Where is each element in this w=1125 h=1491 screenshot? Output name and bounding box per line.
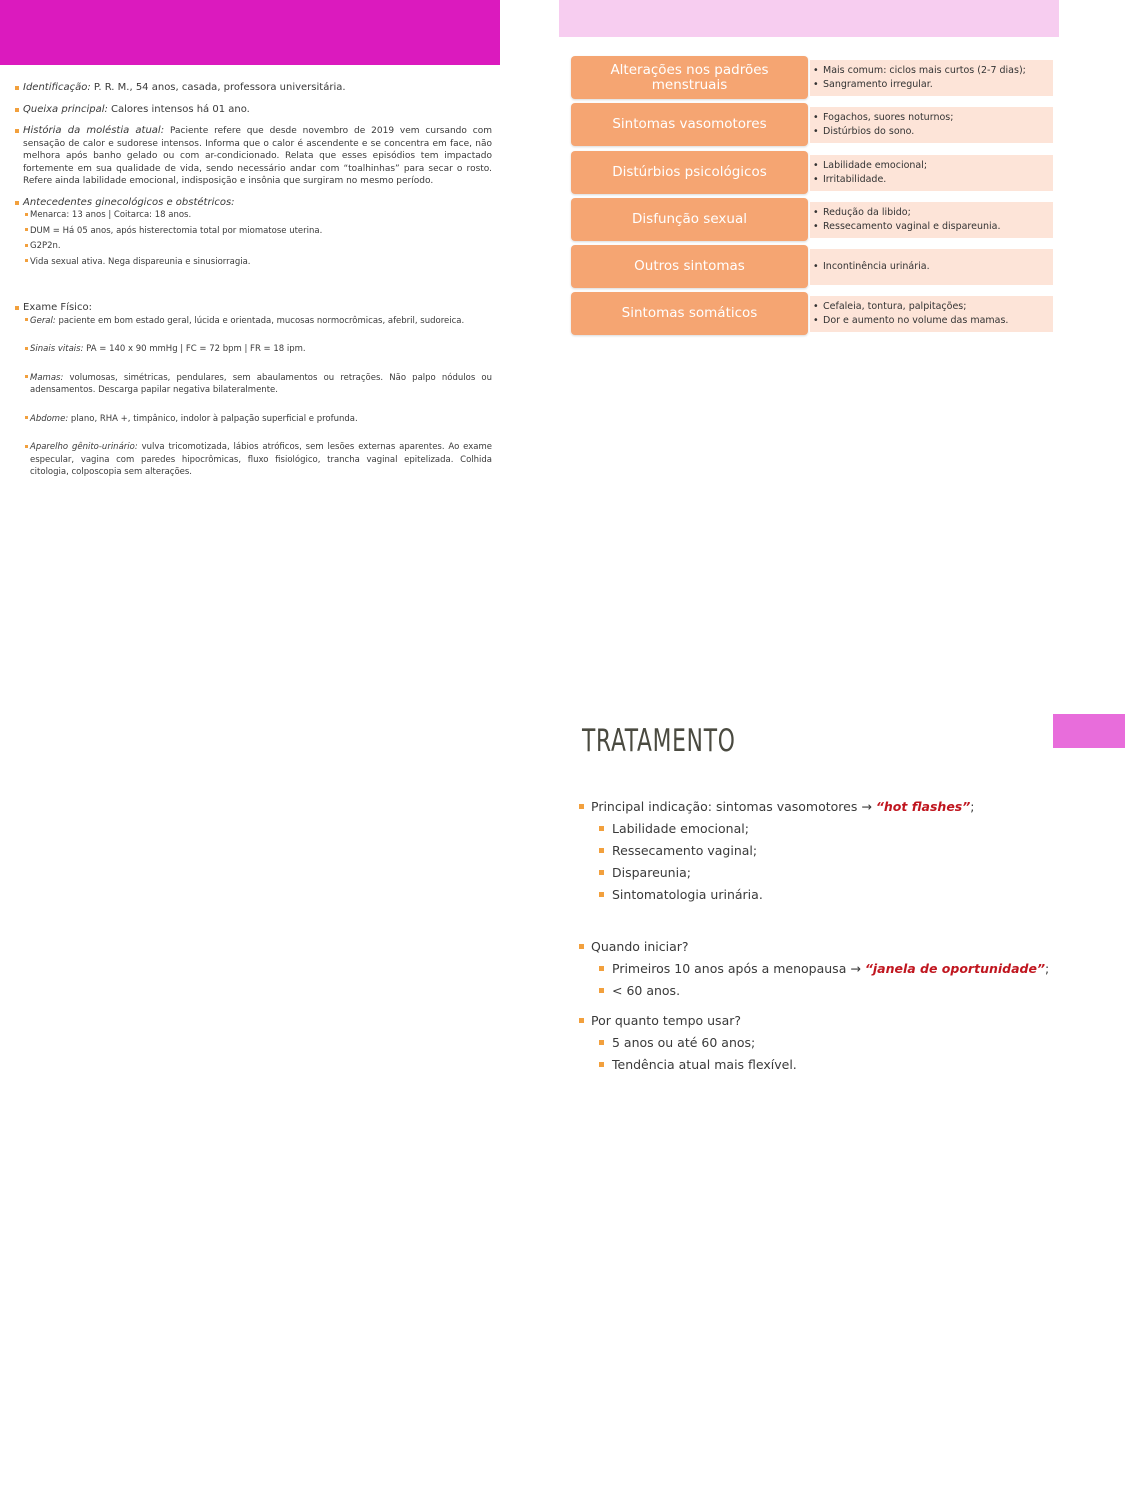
exame-abdome: Abdome: plano, RHA +, timpânico, indolor à palpação superficial e profunda. — [24, 413, 492, 426]
symptom-row — [571, 292, 1053, 335]
symptom-detail: • Cefaleia, tontura, palpitações; • Dor e aumento no volume das mamas. — [810, 296, 1053, 332]
symptoms-table — [571, 56, 1053, 340]
treatment-quando: Quando iniciar? — [578, 936, 1058, 958]
symptom-detail: • Labilidade emocional; • Irritabilidade. — [810, 155, 1053, 191]
exame-geral: Geral: paciente em bom estado geral, lúcida e orientada, mucosas normocrômicas, afebril, sudoreica. — [24, 315, 492, 328]
symptom-label: Sintomas somáticos — [571, 292, 808, 335]
treatment-subitem: Ressecamento vaginal; — [578, 840, 1058, 862]
arrow-icon: → — [861, 799, 872, 814]
case-header-bar — [0, 0, 500, 65]
exame-mamas: Mamas: volumosas, simétricas, pendulares, sem abaulamentos ou retrações. Não palpo nódulos ou adensamentos. Descarga papilar negativa bilateralmente. — [24, 372, 492, 397]
symptom-row — [571, 245, 1053, 288]
queixa-item: Queixa principal: Calores intensos há 01 ano. — [14, 104, 492, 117]
antecedentes-subitem: G2P2n. — [24, 240, 492, 253]
symptom-row — [571, 151, 1053, 194]
antecedentes-subitem: Menarca: 13 anos | Coitarca: 18 anos. — [24, 209, 492, 222]
treatment-subitem: 5 anos ou até 60 anos; — [578, 1032, 1058, 1054]
symptom-label: Distúrbios psicológicos — [571, 151, 808, 194]
treatment-subitem: < 60 anos. — [578, 980, 1058, 1002]
exame-sinais-vitais: Sinais vitais: PA = 140 x 90 mmHg | FC = 72 bpm | FR = 18 ipm. — [24, 343, 492, 356]
symptom-detail: • Mais comum: ciclos mais curtos (2-7 dias); • Sangramento irregular. — [810, 60, 1053, 96]
symptom-row — [571, 198, 1053, 241]
antecedentes-item: Antecedentes ginecológicos e obstétricos: — [14, 197, 492, 210]
treatment-subitem: Labilidade emocional; — [578, 818, 1058, 840]
arrow-icon: → — [850, 961, 861, 976]
treatment-title: TRATAMENTO — [582, 723, 736, 759]
antecedentes-subitem: DUM = Há 05 anos, após histerectomia total por miomatose uterina. — [24, 225, 492, 238]
historia-item: História da moléstia atual: Paciente refere que desde novembro de 2019 vem cursando com sensação de calor e sudorese intensos. Informa que o calor é ascendente e se concentra em face, não melhora após banho gelado ou com ar-condicionado. Relata que esses episódios tem impactado fortemente em sua qualidade de vida, sendo necessário andar com “toalhinhas” para secar o rosto. Refere ainda labilidade emocional, indisposição e insônia que surgiram no mesmo período. — [14, 125, 492, 188]
symptom-label: Sintomas vasomotores — [571, 103, 808, 146]
symptom-row — [571, 56, 1053, 99]
treatment-subitem: Primeiros 10 anos após a menopausa → “janela de oportunidade”; — [578, 958, 1058, 980]
symptoms-header-bar — [559, 0, 1059, 37]
symptom-detail: • Fogachos, suores noturnos; • Distúrbios do sono. — [810, 107, 1053, 143]
exame-fisico-item: Exame Físico: — [14, 302, 492, 315]
symptom-detail: • Incontinência urinária. — [810, 249, 1053, 285]
treatment-list — [578, 796, 1058, 1076]
clinical-case — [14, 82, 492, 479]
treatment-accent-bar — [1053, 714, 1125, 748]
symptom-row — [571, 103, 1053, 146]
symptom-label: Outros sintomas — [571, 245, 808, 288]
symptom-label: Alterações nos padrões menstruais — [571, 56, 808, 99]
symptom-detail: • Redução da libido; • Ressecamento vaginal e dispareunia. — [810, 202, 1053, 238]
treatment-tempo: Por quanto tempo usar? — [578, 1010, 1058, 1032]
treatment-indicacao: Principal indicação: sintomas vasomotores → “hot flashes”; — [578, 796, 1058, 818]
symptom-label: Disfunção sexual — [571, 198, 808, 241]
identificacao-item: Identificação: P. R. M., 54 anos, casada, professora universitária. — [14, 82, 492, 95]
antecedentes-subitem: Vida sexual ativa. Nega dispareunia e sinusiorragia. — [24, 256, 492, 269]
treatment-subitem: Tendência atual mais flexível. — [578, 1054, 1058, 1076]
exame-aparelho: Aparelho gênito-urinário: vulva tricomotizada, lábios atróficos, sem lesões externas aparentes. Ao exame especular, vagina com paredes hipocrômicas, fluxo fisiológico, trancha vaginal epitelizada. Colhida citologia, colposcopia sem alterações. — [24, 441, 492, 479]
treatment-subitem: Dispareunia; — [578, 862, 1058, 884]
treatment-subitem: Sintomatologia urinária. — [578, 884, 1058, 906]
